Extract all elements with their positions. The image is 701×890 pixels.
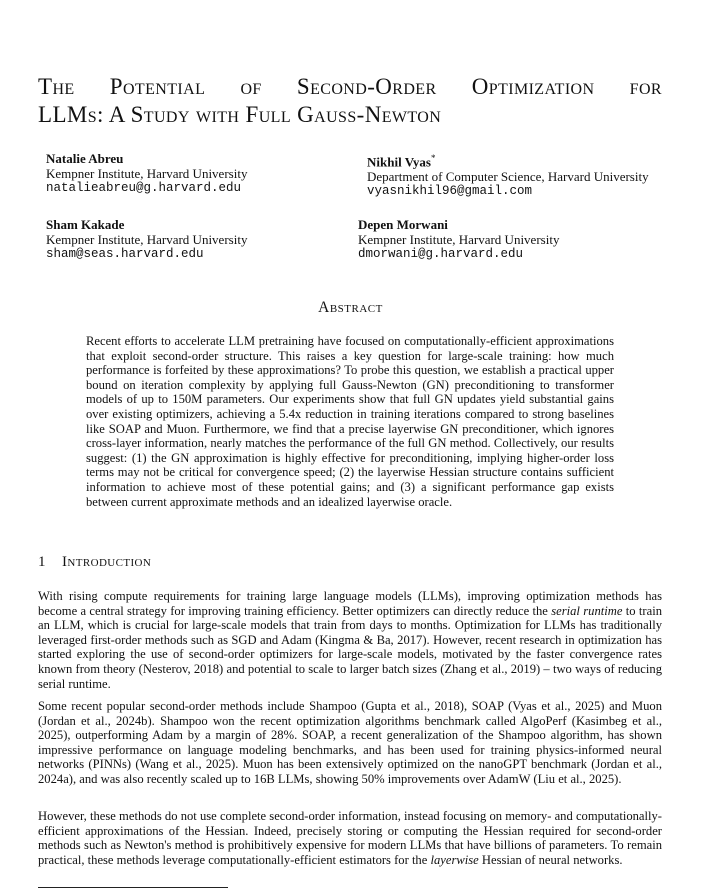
author-block-kakade <box>46 217 247 262</box>
author-block-vyas <box>367 151 649 199</box>
abstract-heading: Abstract <box>318 299 383 316</box>
text-run: With rising compute requirements for training large language models (LLMs), improving optimization methods has become a central strategy for improving training efficiency. Better optimizers can directly reduce the <box>38 589 662 618</box>
intro-paragraph-2: Some recent popular second-order methods include Shampoo (Gupta et al., 2018), SOAP (Vyas et al., 2025) and Muon (Jordan et al., 2024b). Shampoo won the recent optimization algorithms benchmark called AlgoPerf (Kasimbeg et al., 2025), outperforming Adam by a margin of 28%. SOAP, a recent generalization of the Shampoo algorithm, has shown impressive performance on language modeling benchmarks, and has been used for training physics-informed neural networks (PINNs) (Wang et al., 2025). Muon has been extensively optimized on the nanoGPT benchmark (Jordan et al., 2024a), and was also recently scaled up to 16B LLMs, showing 50% improvements over AdamW (Liu et al., 2025). <box>38 699 662 786</box>
author-block-morwani <box>358 217 559 262</box>
footnote-mark: * <box>430 153 436 163</box>
intro-paragraph-1 <box>38 589 662 691</box>
text-run: to train an LLM, which is crucial for large-scale models that train from days to months. Optimization for LLMs has traditionally leveraged first-order methods such as SGD and Adam (Kingma & Ba, 2017). However, recent research in optimization has started exploring the use of second-order optimizers for large-scale models, motivated by the faster convergence rates known from theory (Nesterov, 2018) and potential to scale to larger batch sizes (Zhang et al., 2019) – two ways of reducing serial runtime. <box>38 603 663 691</box>
text-run: However, these methods do not use complete second-order information, instead focusing on memory- and computationally-efficient approximations of the Hessian. Indeed, precisely storing or computing the Hessian required for second-order methods such as Newton's method is prohibitively expensive for modern LLMs that have billions of parameters. To remain practical, these methods leverage computationally-efficient estimators for the <box>38 809 662 867</box>
section-number: 1 <box>38 554 46 570</box>
section-heading-introduction <box>38 554 151 571</box>
section-title: Introduction <box>62 554 152 570</box>
author-name: Depen Morwani <box>358 217 448 232</box>
footnote-rule <box>38 887 228 888</box>
abstract-text: Recent efforts to accelerate LLM pretraining have focused on computationally-efficient approximations that exploit second-order structure. This raises a key question for large-scale training: how much performance is forfeited by these approximations? To probe this question, we establish a practical upper bound on iteration complexity by applying full Gauss-Newton (GN) preconditioning to transformer models of up to 150M parameters. Our experiments show that full GN updates yield substantial gains over existing optimizers, achieving a 5.4x reduction in training iterations compared to strong baselines like SOAP and Muon. Furthermore, we find that a precise layerwise GN preconditioner, which ignores cross-layer information, nearly matches the performance of the full GN method. Collectively, our results suggest: (1) the GN approximation is highly effective for preconditioning, implying higher-order loss terms may not be critical for convergence speed; (2) the layerwise Hessian structure contains sufficient information to achieve most of these potential gains; and (3) a significant performance gap exists between current approximate methods and an idealized layerwise oracle. <box>86 334 614 509</box>
intro-paragraph-3 <box>38 809 662 867</box>
author-name: Sham Kakade <box>46 217 125 232</box>
author-email[interactable]: dmorwani@g.harvard.edu <box>358 247 524 261</box>
author-email[interactable]: natalieabreu@g.harvard.edu <box>46 181 242 195</box>
author-name-line <box>367 151 649 169</box>
author-name: Natalie Abreu <box>46 151 124 166</box>
author-affiliation: Kempner Institute, Harvard University <box>358 232 560 247</box>
emphasis-layerwise: layerwise <box>430 852 479 867</box>
paper-title <box>38 73 662 129</box>
author-email[interactable]: sham@seas.harvard.edu <box>46 247 204 261</box>
author-affiliation: Kempner Institute, Harvard University <box>46 166 248 181</box>
author-block-abreu <box>46 151 247 196</box>
author-email[interactable]: vyasnikhil96@gmail.com <box>367 184 533 199</box>
text-run: Hessian of neural networks. <box>478 852 623 867</box>
author-name: Nikhil Vyas <box>367 154 431 170</box>
paper-title-line-1: The Potential of Second-Order Optimization for <box>38 74 662 99</box>
author-affiliation: Kempner Institute, Harvard University <box>46 232 248 247</box>
author-affiliation: Department of Computer Science, Harvard University <box>367 169 649 185</box>
paper-title-line-2: LLMs: A Study with Full Gauss-Newton <box>38 102 442 127</box>
emphasis-serial-runtime: serial runtime <box>551 603 623 618</box>
